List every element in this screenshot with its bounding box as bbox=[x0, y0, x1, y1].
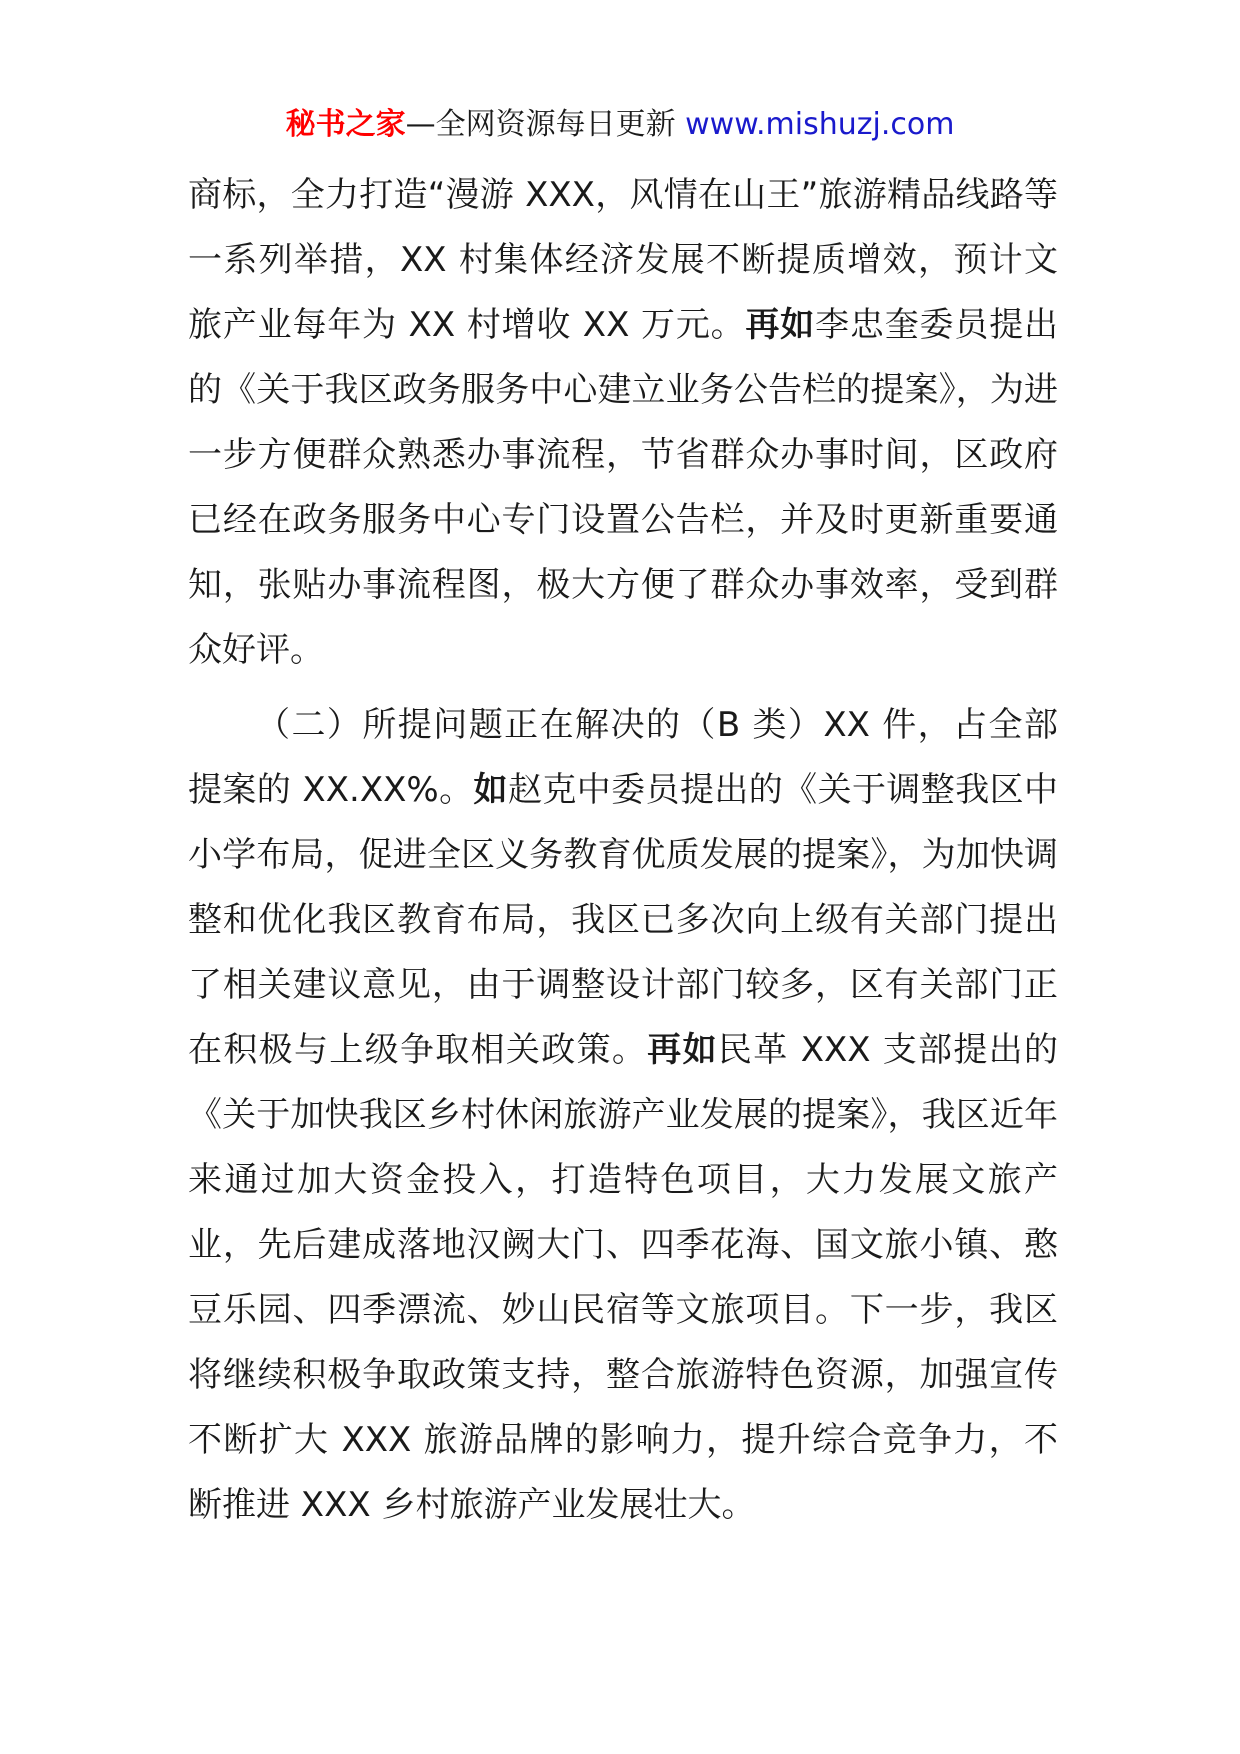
text-run: 李忠奎委员提出的《关于我区政务服务中心建立业务公告栏的提案》，为进一步方便群众熟悉办事流程，节省群众办事时间，区政府已经在政务服务中心专门设置公告栏，并及时更新重要通知，张贴办事流程图，极大方便了群众办事效率，受到群众好评。 bbox=[188, 305, 1059, 670]
text-run: 民革 XXX 支部提出的《关于加快我区乡村休闲旅游产业发展的提案》，我区近年来通过加大资金投入，打造特色项目，大力发展文旅产业，先后建成落地汉阙大门、四季花海、国文旅小镇、憨豆乐园、四季漂流、妙山民宿等文旅项目。下一步，我区将继续积极争取政策支持，整合旅游特色资源，加强宣传不断扩大 XXX 旅游品牌的影响力，提升综合竞争力，不断推进 XXX 乡村旅游产业发展壮大。 bbox=[188, 1030, 1059, 1525]
site-url-link[interactable]: www.mishuzj.com bbox=[685, 107, 955, 142]
bold-lead-word: 如 bbox=[473, 770, 508, 810]
site-tagline: —全网资源每日更新 bbox=[405, 107, 686, 142]
bold-lead-word: 再如 bbox=[745, 305, 816, 345]
paragraph-category-b bbox=[188, 693, 1058, 1538]
text-run: （二）所提问题正在解决的（B 类）XX 件，占全部提案的 XX.XX%。 bbox=[188, 705, 1058, 810]
bold-lead-word: 再如 bbox=[647, 1030, 718, 1070]
document-body bbox=[188, 163, 1058, 1538]
site-brand: 秘书之家 bbox=[285, 107, 406, 142]
text-run: 赵克中委员提出的《关于调整我区中小学布局，促进全区义务教育优质发展的提案》，为加快调整和优化我区教育布局，我区已多次向上级有关部门提出了相关建议意见，由于调整设计部门较多，区有关部门正在积极与上级争取相关政策。 bbox=[188, 770, 1059, 1070]
page-header bbox=[0, 103, 1240, 147]
text-run: 商标，全力打造“漫游 XXX，风情在山王”旅游精品线路等一系列举措，XX 村集体经济发展不断提质增效，预计文旅产业每年为 XX 村增收 XX 万元。 bbox=[188, 175, 1058, 345]
paragraph-continued bbox=[188, 163, 1058, 683]
